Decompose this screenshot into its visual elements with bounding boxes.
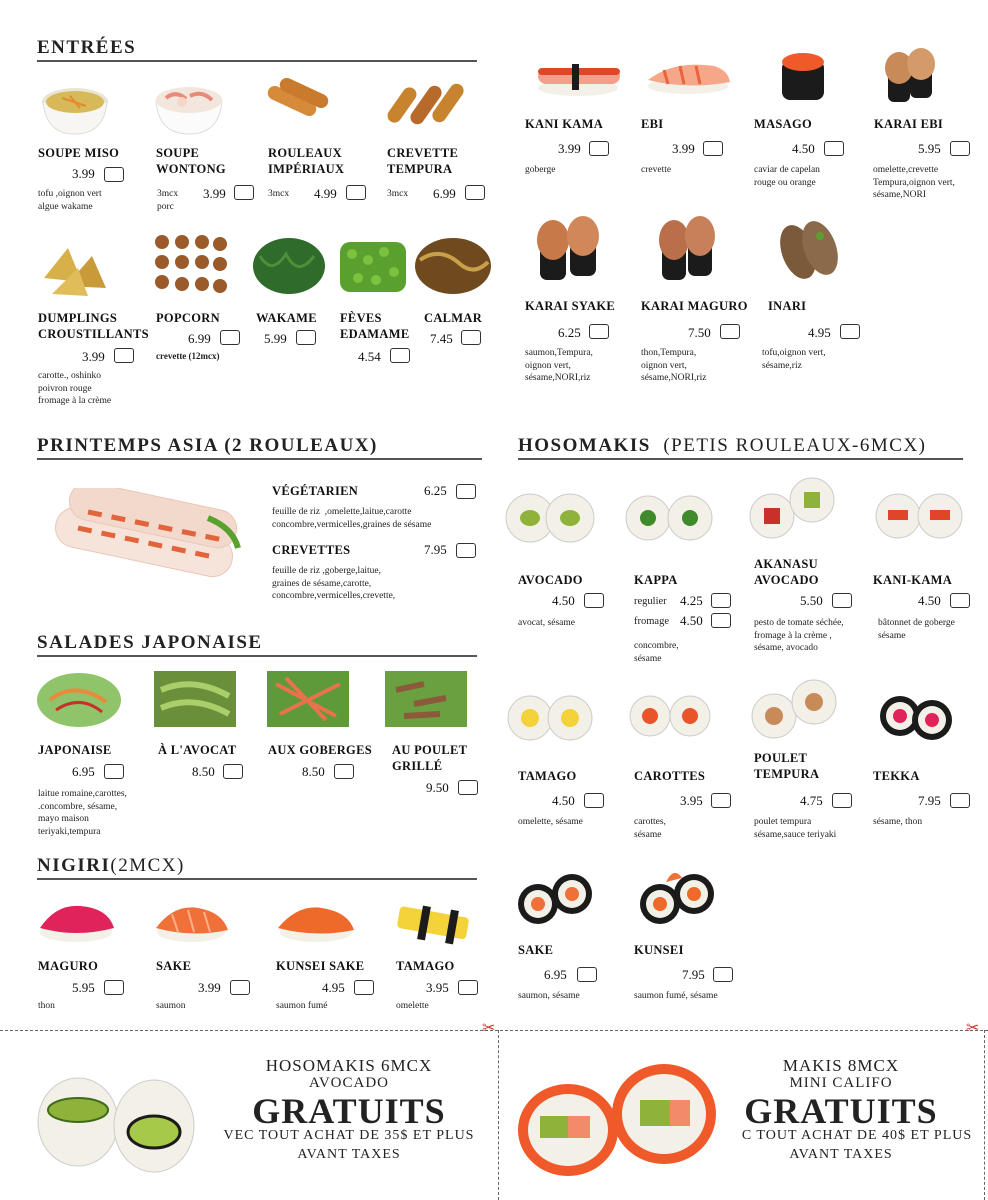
item-description: saumon fumé, sésame xyxy=(634,991,718,1001)
item-price: 3.99 xyxy=(558,141,581,156)
item-name: KARAI MAGURO xyxy=(641,299,748,313)
item-name: POULET TEMPURA xyxy=(754,751,820,781)
item-name: KANI KAMA xyxy=(525,117,604,131)
item-description: saumon fumé xyxy=(276,1001,328,1011)
order-checkbox[interactable] xyxy=(234,185,254,200)
nigiri-ebi-image xyxy=(644,56,732,96)
section-title-entrees: ENTRÉES xyxy=(37,37,137,58)
order-checkbox[interactable] xyxy=(114,348,134,363)
item-price: 6.95 xyxy=(72,764,95,779)
item-name: SAKE xyxy=(156,959,192,973)
nigiri-title-bold: NIGIRI xyxy=(37,855,111,876)
order-checkbox[interactable] xyxy=(456,484,476,499)
section-title-nigiri xyxy=(37,855,185,877)
item-price: 3.99 xyxy=(82,349,105,364)
nigiri-maguro-image xyxy=(36,898,116,944)
item-description: omelette,crevette Tempura,oignon vert, sésame,NORI xyxy=(873,165,955,200)
coupon-2-line3: C TOUT ACHAT DE 40$ ET PLUS xyxy=(741,1128,973,1143)
coupon-cut-line xyxy=(498,1030,499,1200)
item-price: 7.50 xyxy=(688,325,711,340)
item-name: CAROTTES xyxy=(634,769,706,783)
item-name: POPCORN xyxy=(156,311,220,325)
order-checkbox[interactable] xyxy=(104,980,124,995)
item-price: 6.25 xyxy=(424,483,447,498)
item-price: 4.50 xyxy=(552,793,575,808)
item-description: tofu,oignon vert, sésame,riz xyxy=(762,348,826,371)
item-price: 4.50 xyxy=(552,593,575,608)
order-checkbox[interactable] xyxy=(589,141,609,156)
coupon-1-line2: AVOCADO xyxy=(308,1075,390,1091)
hoso-tekka-image xyxy=(878,690,954,746)
divider xyxy=(37,655,477,657)
nigiri-masago-image xyxy=(778,50,828,104)
hoso-kunsei-image xyxy=(636,864,718,930)
item-price: 8.50 xyxy=(192,764,215,779)
item-description: saumon,Tempura, oignon vert, sésame,NORI,riz xyxy=(525,348,593,383)
order-checkbox[interactable] xyxy=(334,764,354,779)
item-price: 6.99 xyxy=(433,186,456,201)
item-name: KARAI EBI xyxy=(874,117,944,131)
item-description: sésame, thon xyxy=(873,817,923,827)
order-checkbox[interactable] xyxy=(104,167,124,182)
item-description: goberge xyxy=(525,165,556,175)
order-checkbox[interactable] xyxy=(950,793,970,808)
kappa-option-regulier: regulier xyxy=(634,596,667,607)
hoso-avocado-image xyxy=(504,490,596,546)
hoso-akanasu-image xyxy=(748,474,838,544)
coupon-california-roll-image xyxy=(514,1060,720,1180)
item-name: EBI xyxy=(641,117,664,131)
hoso-poulet-image xyxy=(750,678,838,742)
order-checkbox[interactable] xyxy=(390,348,410,363)
item-name: AUX GOBERGES xyxy=(268,743,372,757)
item-price: 7.45 xyxy=(430,331,453,346)
hoso-tamago-image xyxy=(506,690,594,746)
item-description: omelette xyxy=(396,1001,429,1011)
item-price: 3.99 xyxy=(203,186,226,201)
popcorn-shrimp-image xyxy=(152,232,230,298)
soup-wonton-image xyxy=(152,72,226,138)
item-price: 6.25 xyxy=(558,325,581,340)
divider xyxy=(37,60,477,62)
item-name: KAPPA xyxy=(634,573,678,587)
item-name: CREVETTES xyxy=(272,543,351,557)
item-name: KANI-KAMA xyxy=(873,573,953,587)
item-name: CREVETTE TEMPURA xyxy=(387,146,459,176)
order-checkbox[interactable] xyxy=(832,593,852,608)
item-name: KUNSEI SAKE xyxy=(276,959,365,973)
item-price: 3.99 xyxy=(72,166,95,181)
item-name: MAGURO xyxy=(38,959,99,973)
hoso-carottes-image xyxy=(628,690,712,742)
item-description: tofu ,oignon vert algue wakame xyxy=(38,189,102,212)
item-description: laitue romaine,carottes, .concombre, sésame, mayo maison teriyaki,tempura xyxy=(38,789,127,837)
item-price: 3.99 xyxy=(672,141,695,156)
item-name: DUMPLINGS CROUSTILLANTS xyxy=(38,311,149,341)
dumplings-image xyxy=(38,238,112,300)
order-checkbox[interactable] xyxy=(458,980,478,995)
order-checkbox[interactable] xyxy=(950,141,970,156)
order-checkbox[interactable] xyxy=(346,185,366,200)
item-price: 4.99 xyxy=(314,186,337,201)
divider xyxy=(518,458,963,460)
item-price: 4.95 xyxy=(808,325,831,340)
item-name: FÈVES EDAMAME xyxy=(340,311,410,341)
item-price: 7.95 xyxy=(918,793,941,808)
item-name: TAMAGO xyxy=(518,769,577,783)
item-price: 3.95 xyxy=(426,980,449,995)
coupon-1-line3: VEC TOUT ACHAT DE 35$ ET PLUS xyxy=(223,1128,475,1143)
salad-japonaise-image xyxy=(36,670,122,728)
item-description: carotte., oshinko poivron rouge fromage à la crème xyxy=(38,371,112,406)
coupon-2-line4: AVANT TAXES xyxy=(789,1147,893,1162)
item-name: WAKAME xyxy=(256,311,317,325)
item-name: ROULEAUX IMPÉRIAUX xyxy=(268,146,345,176)
order-checkbox[interactable] xyxy=(711,593,731,608)
coupon-1-gratuits: GRATUITS xyxy=(252,1091,446,1131)
item-name: AU POULET GRILLÉ xyxy=(392,743,468,773)
hoso-sake-image xyxy=(516,870,596,930)
item-description: pesto de tomate séchée, fromage à la crème , sésame, avocado xyxy=(754,618,844,653)
order-checkbox[interactable] xyxy=(296,330,316,345)
item-price: 8.50 xyxy=(302,764,325,779)
item-description: thon,Tempura, oignon vert, sésame,NORI,riz xyxy=(641,348,707,383)
hoso-title-light: (PETIS ROULEAUX-6MCX) xyxy=(663,435,927,456)
item-price: 5.99 xyxy=(264,331,287,346)
order-checkbox[interactable] xyxy=(589,324,609,339)
item-name: SAKE xyxy=(518,943,554,957)
hoso-kani-image xyxy=(874,488,964,544)
item-name: MASAGO xyxy=(754,117,813,131)
order-checkbox[interactable] xyxy=(950,593,970,608)
item-name: SOUPE MISO xyxy=(38,146,120,160)
item-price: 3.99 xyxy=(198,980,221,995)
section-title-printemps: PRINTEMPS ASIA (2 ROULEAUX) xyxy=(37,435,378,456)
item-description: bâtonnet de goberge sésame xyxy=(878,618,955,641)
nigiri-title-light: (2MCX) xyxy=(110,855,185,876)
coupon-2-line1: MAKIS 8MCX xyxy=(782,1056,900,1075)
item-price: 4.50 xyxy=(918,593,941,608)
spring-rolls-image xyxy=(262,74,336,134)
item-name: AVOCADO xyxy=(518,573,583,587)
item-description: saumon, sésame xyxy=(518,991,580,1001)
nigiri-kani-kama-image xyxy=(532,58,624,98)
item-name: KARAI SYAKE xyxy=(525,299,616,313)
coupon-avocado-roll-image xyxy=(34,1068,196,1178)
item-description: 3mcx xyxy=(268,189,290,199)
item-description: omelette, sésame xyxy=(518,817,583,827)
item-description: carottes, sésame xyxy=(634,817,666,840)
item-description: caviar de capelan rouge ou orange xyxy=(754,165,820,188)
item-price: 5.50 xyxy=(800,593,823,608)
order-checkbox[interactable] xyxy=(577,967,597,982)
order-checkbox[interactable] xyxy=(713,967,733,982)
nigiri-kunsei-image xyxy=(274,900,358,944)
item-price: 6.99 xyxy=(188,331,211,346)
order-checkbox[interactable] xyxy=(711,793,731,808)
item-price: 4.50 xyxy=(792,141,815,156)
section-title-salades: SALADES JAPONAISE xyxy=(37,632,263,653)
item-price: 4.25 xyxy=(680,593,703,608)
order-checkbox[interactable] xyxy=(465,185,485,200)
item-price: 4.95 xyxy=(322,980,345,995)
coupon-1-line4: AVANT TAXES xyxy=(297,1147,401,1162)
item-name: CALMAR xyxy=(424,311,483,325)
order-checkbox[interactable] xyxy=(720,324,740,339)
order-checkbox[interactable] xyxy=(461,330,481,345)
order-checkbox[interactable] xyxy=(230,980,250,995)
order-checkbox[interactable] xyxy=(458,780,478,795)
item-description: 3mcx xyxy=(387,189,409,199)
wakame-image xyxy=(252,236,326,296)
shrimp-tempura-image xyxy=(380,72,470,136)
item-name: JAPONAISE xyxy=(38,743,112,757)
nigiri-sake-image xyxy=(152,900,230,944)
order-checkbox[interactable] xyxy=(584,793,604,808)
nigiri-karai-ebi-image xyxy=(882,44,940,106)
item-description: crevette xyxy=(641,165,672,175)
soup-miso-image xyxy=(40,72,110,138)
nigiri-karai-maguro-image xyxy=(656,208,720,284)
hoso-title-bold: HOSOMAKIS xyxy=(518,435,651,456)
item-price: 5.95 xyxy=(72,980,95,995)
item-description: feuille de riz ,goberge,laitue, graines de sésame,carotte, concombre,vermicelles,crevette, xyxy=(272,566,396,601)
item-description: crevette (12mcx) xyxy=(156,351,220,361)
divider xyxy=(37,458,482,460)
hoso-kappa-image xyxy=(624,492,714,544)
salad-poulet-image xyxy=(384,670,468,728)
scissors-icon: ✂ xyxy=(966,1018,980,1037)
nigiri-inari-image xyxy=(776,214,842,284)
order-checkbox[interactable] xyxy=(354,980,374,995)
order-checkbox[interactable] xyxy=(456,543,476,558)
nigiri-tamago-image xyxy=(394,900,478,948)
calamari-image xyxy=(414,236,492,296)
order-checkbox[interactable] xyxy=(223,764,243,779)
order-checkbox[interactable] xyxy=(220,330,240,345)
item-name: À L'AVOCAT xyxy=(158,743,237,757)
item-description: poulet tempura sésame,sauce teriyaki xyxy=(754,817,837,840)
coupon-cut-line xyxy=(984,1030,985,1200)
item-name: AKANASU AVOCADO xyxy=(754,557,819,587)
item-name: TEKKA xyxy=(873,769,920,783)
item-description: thon xyxy=(38,1001,55,1011)
item-price: 3.95 xyxy=(680,793,703,808)
order-checkbox[interactable] xyxy=(832,793,852,808)
item-description: avocat, sésame xyxy=(518,618,575,628)
item-price: 4.50 xyxy=(680,613,703,628)
item-description: saumon xyxy=(156,1001,186,1011)
item-price: 7.95 xyxy=(424,542,447,557)
order-checkbox[interactable] xyxy=(840,324,860,339)
order-checkbox[interactable] xyxy=(584,593,604,608)
order-checkbox[interactable] xyxy=(824,141,844,156)
edamame-image xyxy=(338,238,408,294)
item-name: VÉGÉTARIEN xyxy=(272,484,359,498)
item-price: 5.95 xyxy=(918,141,941,156)
order-checkbox[interactable] xyxy=(703,141,723,156)
item-price: 9.50 xyxy=(426,780,449,795)
order-checkbox[interactable] xyxy=(711,613,731,628)
coupon-2-line2: MINI CALIFO xyxy=(789,1075,893,1091)
item-price: 7.95 xyxy=(682,967,705,982)
coupon-2-gratuits: GRATUITS xyxy=(744,1091,938,1131)
section-title-hosomakis xyxy=(518,435,927,457)
coupon-1-line1: HOSOMAKIS 6MCX xyxy=(265,1056,433,1075)
item-name: TAMAGO xyxy=(396,959,455,973)
item-price: 4.54 xyxy=(358,349,381,364)
item-price: 4.75 xyxy=(800,793,823,808)
item-name: KUNSEI xyxy=(634,943,684,957)
salad-goberges-image xyxy=(266,670,350,728)
scissors-icon: ✂ xyxy=(482,1018,496,1037)
item-description: feuille de riz ,omelette,laitue,carotte concombre,vermicelles,graines de sésame xyxy=(272,507,432,530)
item-price: 6.95 xyxy=(544,967,567,982)
item-name: INARI xyxy=(768,299,807,313)
order-checkbox[interactable] xyxy=(104,764,124,779)
nigiri-karai-syake-image xyxy=(534,208,604,284)
salad-avocat-image xyxy=(153,670,237,728)
item-description: 3mcx porc xyxy=(157,189,179,212)
spring-roll-image xyxy=(48,488,244,583)
item-name: SOUPE WONTONG xyxy=(156,146,226,176)
item-description: concombre, sésame xyxy=(634,641,679,664)
kappa-option-fromage: fromage xyxy=(634,616,669,627)
divider xyxy=(37,878,477,880)
